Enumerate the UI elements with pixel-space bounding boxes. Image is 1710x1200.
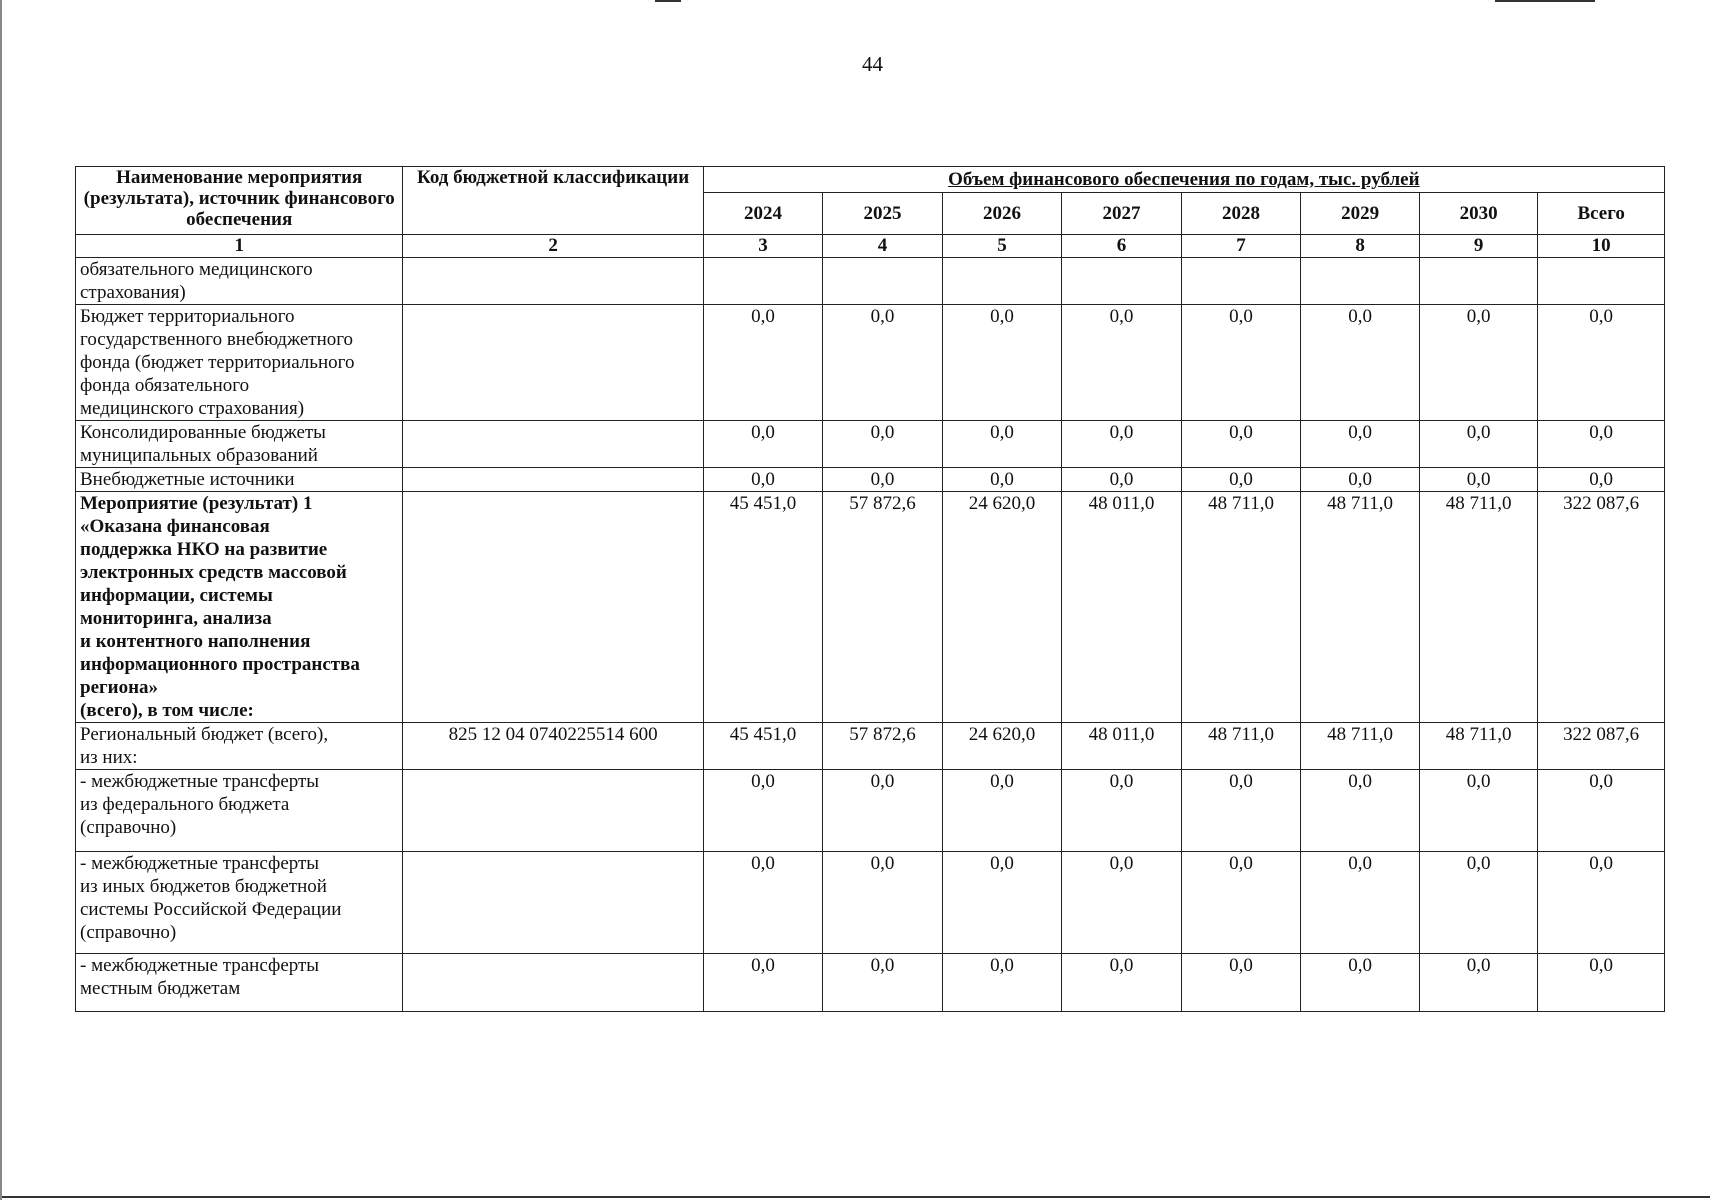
table-row [76, 258, 1665, 305]
row-name-text: Бюджет территориального государственного внебюджетного фонда (бюджет территориального фонда обязательного медицинского страхования) [80, 306, 355, 419]
row-year-value: 0,0 [823, 305, 943, 421]
row-year-value: 0,0 [1062, 305, 1182, 421]
row-year-value: 0,0 [823, 770, 943, 852]
row-name [76, 305, 403, 421]
row-year-value: 0,0 [942, 305, 1062, 421]
row-year-value [1062, 258, 1182, 305]
header-year: 2024 [703, 193, 823, 235]
row-budget-code [403, 492, 703, 723]
header-year: 2030 [1419, 193, 1538, 235]
row-budget-code [403, 852, 703, 954]
row-name [76, 954, 403, 1012]
row-budget-code [403, 258, 703, 305]
row-year-value: 0,0 [1419, 468, 1538, 492]
row-year-value: 48 711,0 [1181, 492, 1301, 723]
row-total-value [1538, 258, 1665, 305]
row-year-value [942, 258, 1062, 305]
table-row [76, 421, 1665, 468]
row-year-value: 24 620,0 [942, 723, 1062, 770]
row-year-value: 0,0 [703, 468, 823, 492]
row-name [76, 258, 403, 305]
row-budget-code: 825 12 04 0740225514 600 [403, 723, 703, 770]
row-year-value: 0,0 [1181, 954, 1301, 1012]
row-year-value: 48 711,0 [1419, 492, 1538, 723]
row-budget-code [403, 954, 703, 1012]
row-year-value: 0,0 [703, 305, 823, 421]
row-year-value: 0,0 [1419, 954, 1538, 1012]
row-year-value: 0,0 [942, 421, 1062, 468]
row-year-value: 0,0 [1181, 305, 1301, 421]
scan-mark-top-right [1495, 0, 1595, 2]
scan-mark-left-edge [0, 0, 2, 1200]
table-row [76, 468, 1665, 492]
column-number: 8 [1301, 235, 1420, 258]
header-volume: Объем финансового обеспечения по годам, тыс. рублей [703, 167, 1664, 193]
row-year-value: 0,0 [942, 770, 1062, 852]
row-total-value: 0,0 [1538, 954, 1665, 1012]
column-number: 2 [403, 235, 703, 258]
column-number: 9 [1419, 235, 1538, 258]
row-year-value [1419, 258, 1538, 305]
row-name [76, 770, 403, 852]
scan-mark-top-left [655, 0, 681, 2]
row-year-value: 57 872,6 [823, 723, 943, 770]
row-name-text: - межбюджетные трансферты из федерального бюджета (справочно) [80, 771, 320, 838]
row-year-value: 0,0 [1419, 421, 1538, 468]
row-year-value: 0,0 [1181, 852, 1301, 954]
row-year-value: 0,0 [703, 852, 823, 954]
column-number: 4 [823, 235, 943, 258]
row-year-value: 0,0 [823, 954, 943, 1012]
table-row [76, 305, 1665, 421]
row-year-value [1181, 258, 1301, 305]
row-year-value: 0,0 [1181, 421, 1301, 468]
row-total-value: 322 087,6 [1538, 723, 1665, 770]
row-year-value: 57 872,6 [823, 492, 943, 723]
header-year: 2026 [942, 193, 1062, 235]
column-number: 3 [703, 235, 823, 258]
column-number: 10 [1538, 235, 1665, 258]
row-year-value: 0,0 [703, 770, 823, 852]
row-year-value: 0,0 [1301, 852, 1420, 954]
row-budget-code [403, 305, 703, 421]
row-year-value: 48 711,0 [1301, 492, 1420, 723]
row-name-text: - межбюджетные трансферты из иных бюджетов бюджетной системы Российской Федерации (справочно) [80, 853, 342, 943]
row-name [76, 421, 403, 468]
row-year-value: 48 711,0 [1419, 723, 1538, 770]
row-year-value: 0,0 [942, 852, 1062, 954]
row-year-value: 0,0 [1181, 770, 1301, 852]
row-year-value [1301, 258, 1420, 305]
row-name [76, 492, 403, 723]
row-budget-code [403, 468, 703, 492]
header-year: 2025 [823, 193, 943, 235]
column-number: 1 [76, 235, 403, 258]
row-total-value: 0,0 [1538, 852, 1665, 954]
row-year-value: 0,0 [823, 468, 943, 492]
row-name [76, 723, 403, 770]
row-name-text: Внебюджетные источники [80, 469, 295, 490]
header-name: Наименование мероприятия (результата), источник финансового обеспечения [76, 167, 403, 235]
table-row [76, 852, 1665, 954]
row-year-value: 0,0 [823, 421, 943, 468]
header-year: 2029 [1301, 193, 1420, 235]
row-total-value: 322 087,6 [1538, 492, 1665, 723]
row-name [76, 852, 403, 954]
header-year: Всего [1538, 193, 1665, 235]
table-row [76, 492, 1665, 723]
column-number: 5 [942, 235, 1062, 258]
row-year-value: 0,0 [1301, 305, 1420, 421]
row-year-value: 0,0 [1062, 852, 1182, 954]
row-year-value: 0,0 [1301, 954, 1420, 1012]
row-year-value: 0,0 [823, 852, 943, 954]
row-year-value: 0,0 [703, 954, 823, 1012]
row-year-value: 0,0 [1419, 770, 1538, 852]
scan-mark-bottom [0, 1196, 1710, 1198]
row-name-text: Мероприятие (результат) 1 «Оказана финансовая поддержка НКО на развитие электронных средств массовой информации, системы мониторинга, анализа и контентного наполнения информационного пространства региона» (всего), в том числе: [80, 493, 360, 721]
row-budget-code [403, 770, 703, 852]
row-year-value: 0,0 [1419, 305, 1538, 421]
row-year-value: 48 711,0 [1301, 723, 1420, 770]
table-row [76, 954, 1665, 1012]
row-total-value: 0,0 [1538, 770, 1665, 852]
row-year-value: 0,0 [1301, 468, 1420, 492]
row-year-value: 0,0 [1301, 770, 1420, 852]
row-year-value: 24 620,0 [942, 492, 1062, 723]
row-year-value: 0,0 [703, 421, 823, 468]
row-year-value: 45 451,0 [703, 723, 823, 770]
row-year-value: 0,0 [1062, 770, 1182, 852]
row-year-value: 45 451,0 [703, 492, 823, 723]
row-name-text: Региональный бюджет (всего), из них: [80, 724, 329, 768]
row-year-value: 0,0 [942, 954, 1062, 1012]
row-year-value: 48 011,0 [1062, 492, 1182, 723]
row-year-value: 0,0 [1419, 852, 1538, 954]
row-year-value: 48 011,0 [1062, 723, 1182, 770]
row-name-text: - межбюджетные трансферты местным бюджетам [80, 955, 320, 999]
row-budget-code [403, 421, 703, 468]
row-name-text: Консолидированные бюджеты муниципальных образований [80, 422, 326, 466]
row-year-value: 0,0 [1062, 421, 1182, 468]
row-name [76, 468, 403, 492]
header-code: Код бюджетной классификации [403, 167, 703, 235]
table-row [76, 723, 1665, 770]
row-total-value: 0,0 [1538, 421, 1665, 468]
row-year-value: 0,0 [1062, 954, 1182, 1012]
row-total-value: 0,0 [1538, 305, 1665, 421]
row-year-value [703, 258, 823, 305]
column-number: 6 [1062, 235, 1182, 258]
row-year-value: 0,0 [1062, 468, 1182, 492]
column-number: 7 [1181, 235, 1301, 258]
row-year-value: 0,0 [1301, 421, 1420, 468]
header-year: 2028 [1181, 193, 1301, 235]
row-year-value: 0,0 [942, 468, 1062, 492]
financing-table [75, 166, 1665, 1012]
row-name-text: обязательного медицинского страхования) [80, 259, 313, 303]
row-year-value: 48 711,0 [1181, 723, 1301, 770]
row-year-value [823, 258, 943, 305]
page-number: 44 [862, 52, 883, 76]
header-year: 2027 [1062, 193, 1182, 235]
table-row [76, 770, 1665, 852]
row-total-value: 0,0 [1538, 468, 1665, 492]
row-year-value: 0,0 [1181, 468, 1301, 492]
